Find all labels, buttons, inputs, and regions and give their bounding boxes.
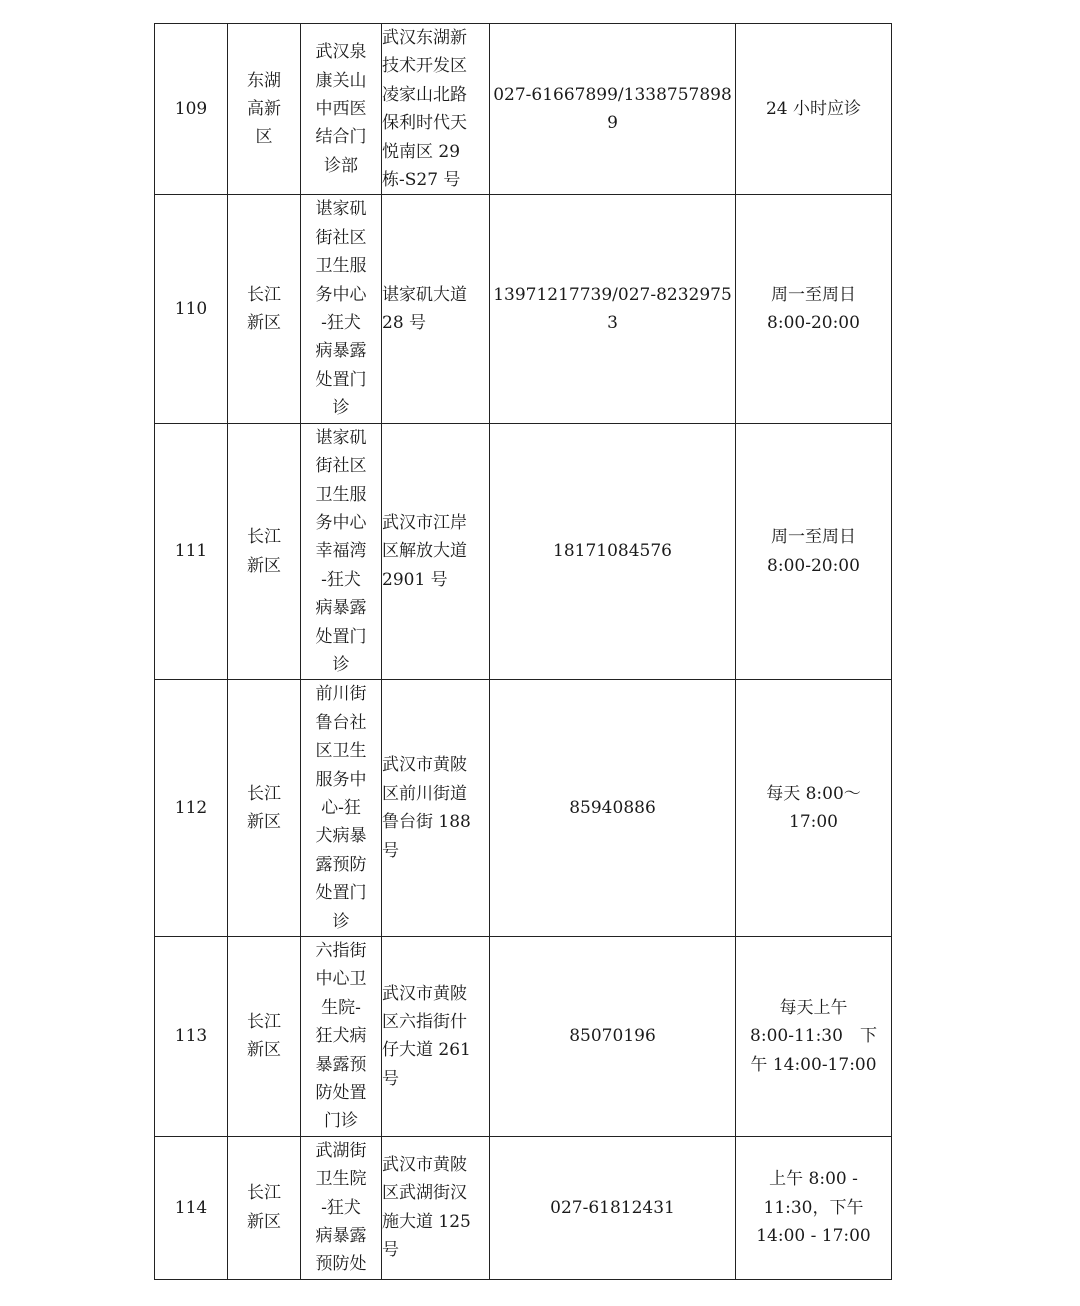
clinic-name-cell bbox=[301, 24, 382, 195]
hours-text: 周一至周日 8:00-20:00 bbox=[767, 284, 860, 334]
hours-cell bbox=[736, 195, 892, 423]
table-row bbox=[155, 937, 892, 1137]
phone-cell: 13971217739/027-82329753 bbox=[490, 195, 736, 423]
district-cell bbox=[228, 937, 301, 1137]
clinic-name-text: 武湖街 卫生院 -狂犬 病暴露 预防处 bbox=[315, 1140, 367, 1275]
district-cell bbox=[228, 24, 301, 195]
table-row bbox=[155, 1136, 892, 1279]
hours-cell bbox=[736, 680, 892, 937]
district-text: 长江 新区 bbox=[247, 284, 281, 334]
hours-cell bbox=[736, 423, 892, 680]
phone-cell: 85940886 bbox=[490, 680, 736, 937]
table-row bbox=[155, 24, 892, 195]
address-text: 武汉东湖新 技术开发区 凌家山北路 保利时代天 悦南区 29 栋-S27 号 bbox=[382, 28, 467, 191]
clinic-name-text: 前川街 鲁台社 区卫生 服务中 心-狂 犬病暴 露预防 处置门 诊 bbox=[315, 684, 367, 932]
district-cell bbox=[228, 680, 301, 937]
clinic-name-text: 谌家矶 街社区 卫生服 务中心 幸福湾 -狂犬 病暴露 处置门 诊 bbox=[315, 427, 367, 675]
address-text: 谌家矶大道 28 号 bbox=[382, 284, 467, 334]
hours-cell bbox=[736, 24, 892, 195]
clinic-name-cell bbox=[301, 680, 382, 937]
phone-cell: 027-61812431 bbox=[490, 1136, 736, 1279]
hours-text: 每天 8:00～ 17:00 bbox=[766, 783, 861, 833]
row-number: 111 bbox=[155, 423, 228, 680]
hours-text: 上午 8:00 - 11:30，下午 14:00 - 17:00 bbox=[756, 1169, 871, 1247]
row-number: 114 bbox=[155, 1136, 228, 1279]
row-number: 113 bbox=[155, 937, 228, 1137]
clinic-name-text: 武汉泉 康关山 中西医 结合门 诊部 bbox=[315, 42, 367, 176]
hours-cell bbox=[736, 1136, 892, 1279]
phone-cell: 85070196 bbox=[490, 937, 736, 1137]
clinic-name-cell bbox=[301, 195, 382, 423]
district-cell bbox=[228, 423, 301, 680]
table-row bbox=[155, 423, 892, 680]
hours-text: 每天上午 8:00-11:30 下 午 14:00-17:00 bbox=[750, 997, 877, 1075]
clinic-name-text: 六指街 中心卫 生院- 狂犬病 暴露预 防处置 门诊 bbox=[315, 941, 367, 1132]
address-cell bbox=[382, 24, 490, 195]
address-text: 武汉市黄陂 区前川街道 鲁台街 188 号 bbox=[382, 755, 471, 861]
hours-text: 24 小时应诊 bbox=[765, 99, 862, 120]
address-text: 武汉市黄陂 区六指街什 仔大道 261 号 bbox=[382, 983, 471, 1089]
district-text: 长江 新区 bbox=[247, 527, 281, 576]
address-cell bbox=[382, 423, 490, 680]
district-text: 东湖 高新 区 bbox=[247, 70, 281, 148]
address-cell bbox=[382, 680, 490, 937]
row-number: 110 bbox=[155, 195, 228, 423]
district-text: 长江 新区 bbox=[247, 1183, 281, 1232]
clinic-name-text: 谌家矶 街社区 卫生服 务中心 -狂犬 病暴露 处置门 诊 bbox=[315, 199, 367, 419]
address-cell bbox=[382, 195, 490, 423]
clinic-name-cell bbox=[301, 937, 382, 1137]
address-text: 武汉市黄陂 区武湖街汉 施大道 125 号 bbox=[382, 1155, 471, 1261]
district-text: 长江 新区 bbox=[247, 1012, 281, 1061]
row-number: 109 bbox=[155, 24, 228, 195]
district-cell bbox=[228, 1136, 301, 1279]
row-number: 112 bbox=[155, 680, 228, 937]
phone-cell: 027-61667899/13387578989 bbox=[490, 24, 736, 195]
table-row bbox=[155, 680, 892, 937]
address-text: 武汉市江岸 区解放大道 2901 号 bbox=[382, 512, 467, 590]
clinic-table-body bbox=[155, 24, 892, 1280]
address-cell bbox=[382, 1136, 490, 1279]
district-text: 长江 新区 bbox=[247, 783, 281, 833]
hours-text: 周一至周日 8:00-20:00 bbox=[767, 527, 860, 576]
clinic-name-cell bbox=[301, 1136, 382, 1279]
clinic-table bbox=[154, 23, 892, 1280]
address-cell bbox=[382, 937, 490, 1137]
table-row bbox=[155, 195, 892, 423]
clinic-name-cell bbox=[301, 423, 382, 680]
phone-cell: 18171084576 bbox=[490, 423, 736, 680]
district-cell bbox=[228, 195, 301, 423]
hours-cell bbox=[736, 937, 892, 1137]
